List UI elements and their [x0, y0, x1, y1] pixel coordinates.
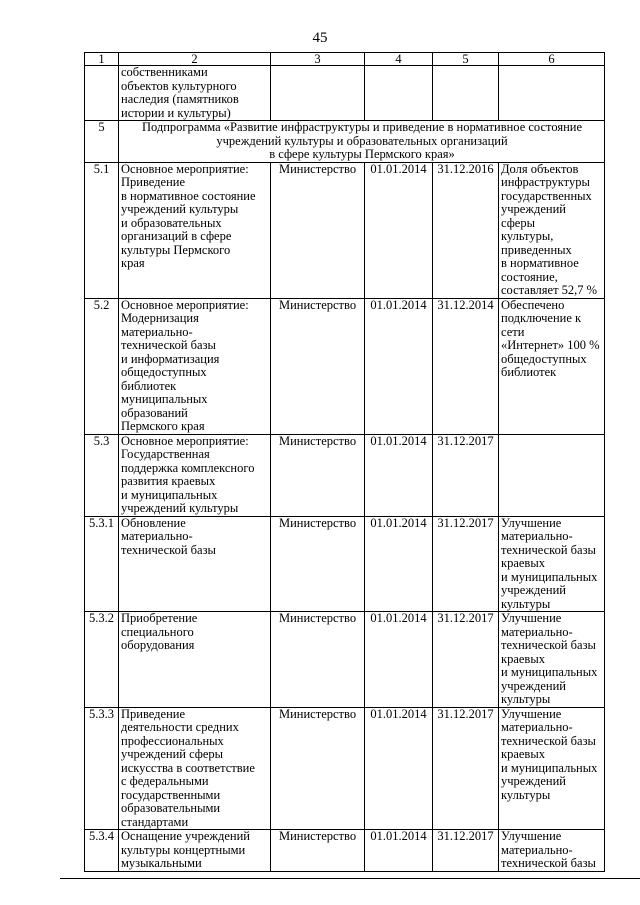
executor: Министерство: [271, 707, 365, 830]
start-date: 01.01.2014: [365, 298, 433, 434]
header-cell: 6: [499, 53, 605, 66]
header-cell: 3: [271, 53, 365, 66]
expected-result: Улучшение материально- технической базы краевых и муниципальных учреждений культуры: [499, 516, 605, 612]
table-row: [85, 830, 605, 872]
row-number: 5.3: [85, 434, 119, 516]
bottom-rule: [60, 878, 640, 879]
table-row: [85, 434, 605, 516]
row-number: 5.3.3: [85, 707, 119, 830]
end-date: [433, 66, 499, 121]
expected-result: Улучшение материально- технической базы краевых и муниципальных учреждений культуры: [499, 612, 605, 708]
row-number: 5.1: [85, 162, 119, 298]
start-date: [365, 66, 433, 121]
row-number: 5: [85, 121, 119, 163]
row-number: 5.3.1: [85, 516, 119, 612]
activity-name: Обновление материально- технической базы: [119, 516, 271, 612]
executor: Министерство: [271, 298, 365, 434]
activity-name: Основное мероприятие: Государственная поддержка комплексного развития краевых и муниципальных учреждений культуры: [119, 434, 271, 516]
expected-result: Улучшение материально- технической базы краевых и муниципальных учреждений культуры: [499, 707, 605, 830]
end-date: 31.12.2017: [433, 830, 499, 872]
table-row: [85, 612, 605, 708]
start-date: 01.01.2014: [365, 162, 433, 298]
header-cell: 4: [365, 53, 433, 66]
start-date: 01.01.2014: [365, 516, 433, 612]
continuation-row: [85, 66, 605, 121]
table-row: [85, 516, 605, 612]
end-date: 31.12.2014: [433, 298, 499, 434]
activity-name: Оснащение учреждений культуры концертными музыкальными: [119, 830, 271, 872]
expected-result: [499, 66, 605, 121]
row-number: 5.3.2: [85, 612, 119, 708]
expected-result: [499, 434, 605, 516]
table-row: [85, 162, 605, 298]
header-cell: 5: [433, 53, 499, 66]
activity-name: Приобретение специального оборудования: [119, 612, 271, 708]
expected-result: Обеспечено подключение к сети «Интернет» 100 % общедоступных библиотек: [499, 298, 605, 434]
executor: Министерство: [271, 162, 365, 298]
start-date: 01.01.2014: [365, 707, 433, 830]
subprogram-row: [85, 121, 605, 163]
end-date: 31.12.2017: [433, 516, 499, 612]
header-cell: 1: [85, 53, 119, 66]
activity-name: собственниками объектов культурного наследия (памятников истории и культуры): [119, 66, 271, 121]
header-cell: 2: [119, 53, 271, 66]
expected-result: Доля объектов инфраструктуры государственных учреждений сферы культуры, приведенных в нормативное состояние, составляет 52,7 %: [499, 162, 605, 298]
end-date: 31.12.2017: [433, 434, 499, 516]
table-row: [85, 707, 605, 830]
executor: Министерство: [271, 830, 365, 872]
subprogram-title: Подпрограмма «Развитие инфраструктуры и приведение в нормативное состояние учреждений культуры и образовательных организаций в сфере культуры Пермского края»: [119, 121, 605, 163]
table-row: [85, 298, 605, 434]
page-number: 45: [312, 30, 328, 46]
executor: Министерство: [271, 612, 365, 708]
start-date: 01.01.2014: [365, 434, 433, 516]
expected-result: Улучшение материально- технической базы: [499, 830, 605, 872]
activity-name: Основное мероприятие: Приведение в нормативное состояние учреждений культуры и образовательных организаций в сфере культуры Пермского края: [119, 162, 271, 298]
activity-name: Приведение деятельности средних профессиональных учреждений сферы искусства в соответствие с федеральными государственными образовательными стандартами: [119, 707, 271, 830]
executor: [271, 66, 365, 121]
end-date: 31.12.2017: [433, 612, 499, 708]
start-date: 01.01.2014: [365, 830, 433, 872]
end-date: 31.12.2017: [433, 707, 499, 830]
end-date: 31.12.2016: [433, 162, 499, 298]
row-number: 5.3.4: [85, 830, 119, 872]
row-number: [85, 66, 119, 121]
executor: Министерство: [271, 434, 365, 516]
start-date: 01.01.2014: [365, 612, 433, 708]
activity-name: Основное мероприятие: Модернизация материально- технической базы и информатизация общедоступных библиотек муниципальных образований Пермского края: [119, 298, 271, 434]
program-activities-table: [84, 52, 605, 872]
header-row: [85, 53, 605, 66]
executor: Министерство: [271, 516, 365, 612]
row-number: 5.2: [85, 298, 119, 434]
